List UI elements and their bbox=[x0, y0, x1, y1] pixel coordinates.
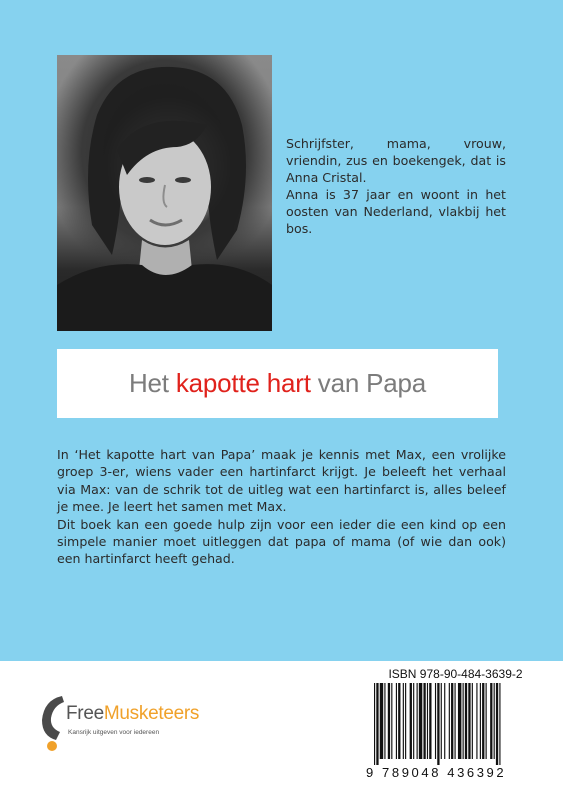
isbn-label: ISBN 978-90-484-3639-2 bbox=[388, 667, 523, 681]
barcode-bar bbox=[403, 683, 404, 759]
barcode-bar bbox=[374, 683, 375, 765]
barcode-bar bbox=[449, 683, 450, 759]
title-part: van Papa bbox=[317, 368, 427, 398]
barcode-bar bbox=[391, 683, 392, 759]
title-part: Het bbox=[128, 368, 169, 398]
barcode-bar bbox=[486, 683, 487, 759]
barcode-bar bbox=[465, 683, 467, 759]
barcode-bar bbox=[384, 683, 385, 759]
barcode-bar bbox=[376, 683, 378, 765]
barcode-bar bbox=[496, 683, 498, 765]
publisher-tagline: Kansrijk uitgeven voor iedereen bbox=[68, 729, 160, 736]
barcode-bar bbox=[380, 683, 383, 759]
barcode-bar bbox=[480, 683, 481, 759]
barcode-bar bbox=[494, 683, 495, 759]
author-bio bbox=[286, 135, 506, 237]
barcode-bar bbox=[463, 683, 464, 759]
barcode-bar bbox=[423, 683, 425, 759]
publisher-logo bbox=[40, 692, 240, 754]
blurb-paragraph: Dit boek kan een goede hulp zijn voor een ieder die een kind op een simpele manier moet uitleggen dat papa of mama (of wie dan ook) een hartinfarct heeft gehad. bbox=[57, 516, 506, 567]
barcode-bar bbox=[441, 683, 442, 759]
barcode-bar bbox=[419, 683, 422, 759]
barcode-bar bbox=[499, 683, 500, 765]
barcode-number: 9 789048 436392 bbox=[366, 765, 507, 780]
barcode-graphic bbox=[368, 683, 543, 765]
barcode-bar bbox=[472, 683, 473, 759]
author-bio-paragraph: Schrijfster, mama, vrouw, vriendin, zus en boekengek, dat is Anna Cristal. bbox=[286, 136, 506, 185]
blurb-paragraph: In ‘Het kapotte hart van Papa’ maak je kennis met Max, een vrolijke groep 3-er, wiens vader een hartinfarct krijgt. Je beleeft het verhaal via Max: van de schrik tot de uitleg wat een hartinfarct is, alles beleef je mee. Je leert het samen met Max. bbox=[57, 447, 506, 515]
barcode-bar bbox=[451, 683, 453, 759]
barcode-bar bbox=[458, 683, 461, 759]
barcode-bar bbox=[417, 683, 418, 759]
barcode-bar bbox=[476, 683, 477, 759]
barcode-bar bbox=[482, 683, 484, 759]
barcode-bar bbox=[427, 683, 428, 759]
publisher-name-part: Free bbox=[66, 703, 104, 724]
barcode-bar bbox=[396, 683, 397, 759]
book-blurb bbox=[57, 446, 506, 568]
portrait-illustration bbox=[57, 55, 272, 331]
barcode-bar bbox=[429, 683, 431, 759]
publisher-name-part: Musketeers bbox=[103, 703, 200, 724]
barcode-bar bbox=[405, 683, 406, 759]
author-photo bbox=[57, 55, 272, 331]
barcode-bar bbox=[490, 683, 492, 759]
barcode-bar bbox=[455, 683, 456, 759]
title-highlight: kapotte hart bbox=[175, 368, 311, 398]
barcode-bar bbox=[435, 683, 436, 759]
barcode-bar bbox=[410, 683, 412, 759]
author-bio-paragraph: Anna is 37 jaar en woont in het oosten van Nederland, vlakbij het bos. bbox=[286, 187, 506, 236]
book-title bbox=[57, 349, 498, 418]
barcode-bar bbox=[398, 683, 400, 759]
barcode-bar bbox=[388, 683, 390, 759]
barcode-bar bbox=[468, 683, 470, 759]
barcode-bar bbox=[413, 683, 414, 759]
publisher-name bbox=[66, 703, 199, 725]
barcode-bar bbox=[437, 683, 439, 765]
barcode-bar bbox=[444, 683, 445, 759]
isbn-barcode-block bbox=[366, 667, 545, 784]
